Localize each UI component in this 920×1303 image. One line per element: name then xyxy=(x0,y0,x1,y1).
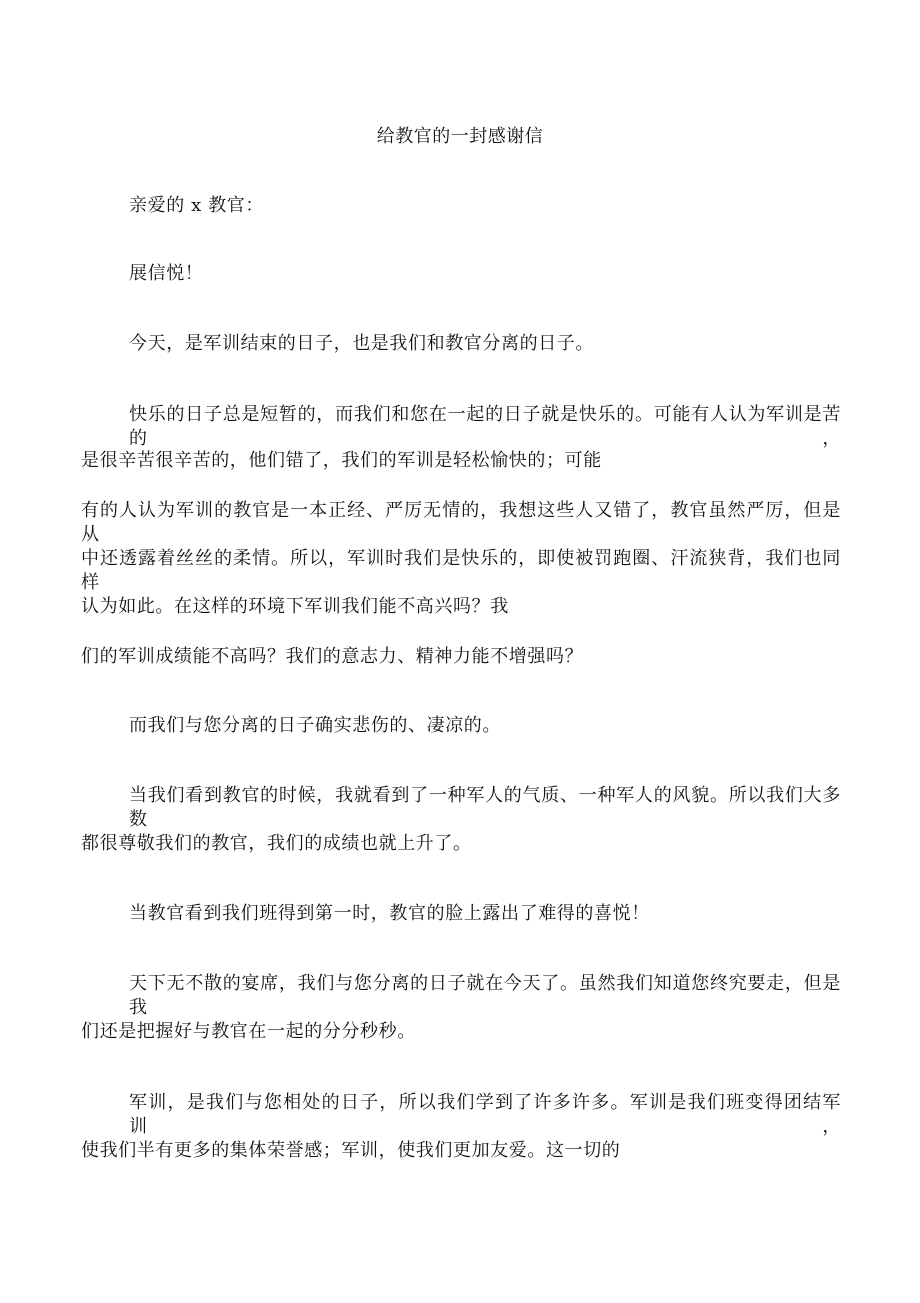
paragraph-line: 使我们半有更多的集体荣誉感；军训，使我们更加友爱。这一切的 xyxy=(81,1140,621,1161)
salutation: 亲爱的 x 教官： xyxy=(129,195,264,216)
paragraph-line: 都很尊敬我们的教官，我们的成绩也就上升了。 xyxy=(81,833,472,854)
paragraph-line: 天下无不散的宴席，我们与您分离的日子就在今天了。虽然我们知道您终究要走，但是我 xyxy=(129,973,841,1018)
paragraph-line: 是很辛苦很辛苦的，他们错了，我们的军训是轻松愉快的；可能 xyxy=(81,450,602,471)
paragraph-line: 今天，是军训结束的日子，也是我们和教官分离的日子。 xyxy=(129,333,594,354)
document-title: 给教官的一封感谢信 xyxy=(376,126,544,147)
paragraph-line: 中还透露着丝丝的柔情。所以，军训时我们是快乐的，即使被罚跑圈、汗流狭背，我们也同样 xyxy=(81,548,841,593)
paragraph-line: 军训，是我们与您相处的日子，所以我们学到了许多许多。军训是我们班变得团结军训， xyxy=(129,1092,841,1137)
paragraph-line: 快乐的日子总是短暂的，而我们和您在一起的日子就是快乐的。可能有人认为军训是苦的， xyxy=(129,404,841,449)
paragraph-line: 有的人认为军训的教官是一本正经、严厉无情的，我想这些人又错了，教官虽然严厉，但是从 xyxy=(81,500,841,545)
paragraph-line: 们的军训成绩能不高吗？我们的意志力、精神力能不增强吗？ xyxy=(81,646,584,667)
paragraph-line: 们还是把握好与教官在一起的分分秒秒。 xyxy=(81,1021,416,1042)
paragraph-line: 当我们看到教官的时候，我就看到了一种军人的气质、一种军人的风貌。所以我们大多数 xyxy=(129,785,841,830)
paragraph-line: 而我们与您分离的日子确实悲伤的、凄凉的。 xyxy=(129,715,501,736)
paragraph-line: 认为如此。在这样的环境下军训我们能不高兴吗？我 xyxy=(81,596,509,617)
paragraph-line: 当教官看到我们班得到第一时，教官的脸上露出了难得的喜悦！ xyxy=(129,903,650,924)
greeting-line: 展信悦！ xyxy=(129,263,204,284)
